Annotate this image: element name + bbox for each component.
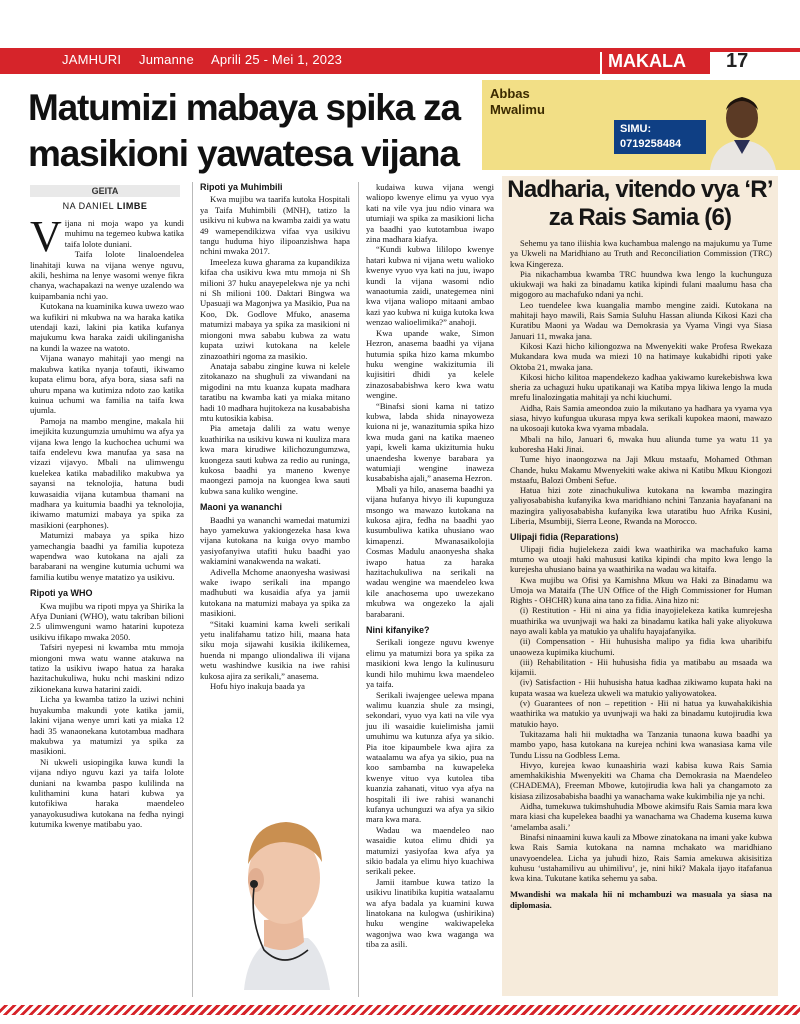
body-paragraph: Anataja sababu zingine kuwa ni kelele zitokanazo na shughuli za viwandani na migodini na mtu kuanza kupata madhara taratibu na kwamba kati ya miaka mitano hadi 10 madhara hujitokeza na kusababisha mtu kutosikia kabisa. [200,360,350,423]
body-paragraph: Tafsiri nyepesi ni kwamba mtu mmoja miongoni mwa watu wanne atakuwa na tatizo la usikivu iwapo hatua za haraka hazitachukuliwa, huku nchi maskini ndizo zikionekana kuwa hatarini zaidi. [30,642,184,694]
phone-number: 0719258484 [620,138,682,150]
column-divider [192,182,193,997]
body-paragraph: “Binafsi sioni kama ni tatizo kubwa, labda shida ninayoweza kuiona ni je, wanazitumia spika hizo kwa muda gani na katika maeneo yapi, kweli kama ukizitumia huku unaendesha kwenye barabara ya watumiaji wengine inaweza kusababisha ajali,” anasema Hezron. [366,400,494,484]
sidebar-paragraph: Sehemu ya tano iliishia kwa kuchambua malengo na majukumu ya Tume ya Ukweli na Maridhiano au Truth and Reconciliation Commission (TRC) kwa Kingereza. [510,238,772,269]
sidebar-paragraph: Kikosi hicho kilitoa mapendekezo kadhaa yakiwamo kurekebishwa kwa sheria za uchaguzi huku upatikanaji wa Katiba mpya likiwa lengo la muda mrefu linalozingatia mahitaji ya nchi kiuchumi. [510,371,772,403]
sidebar-paragraph: (i) Restitution - Hii ni aina ya fidia inayojielekeza katika kumrejesha muathirika wa uvunjwaji wa haki za binadamu katika hali yake aliyokuwa nayo awali kabla ya matukio ya uhalifu hayajafanyika. [510,605,772,636]
author-signoff: Mwandishi wa makala hii ni mchambuzi wa masuala ya siasa na diplomasia. [510,889,772,910]
body-paragraph: Serikali iwajengee uelewa mpana walimu kuanzia shule za msingi, sekondari, vyuo vya kati na vile vya juu ili wasaidie kuielimisha jamii umuhimu wa kutunza afya ya sikio. Pia itoe kipaumbele kwa ajira za wataalamu wa afya ya sikio, pua na koo sambamba na kuwapeleka kwenye vituo vya kutolea tiba kuanzia zahanati, vituo vya afya na hospitali ili iwe rahisi wananchi kufanya uchunguzi wa afya ya sikio mara kwa mara. [366,689,494,825]
paper-name: JAMHURI [62,52,122,67]
columnist-name [490,86,545,118]
body-paragraph: Serikali iongeze nguvu kwenye elimu ya matumizi bora ya spika za masikioni kwa lengo la kulinusuru kundi hilo muhimu kwa maendeleo ya taifa. [366,637,494,690]
sidebar-body [510,238,772,910]
sidebar-subheading: Ulipaji fidia (Reparations) [510,532,619,543]
sidebar-paragraph: (iv) Satisfaction - Hii huhusisha hatua kadhaa zikiwamo kupata haki na kupata wasaa wa kueleza ukweli wa matukio yaliyowatokea. [510,677,772,698]
sidebar-paragraph: (v) Guarantees of non – repetition - Hii ni hatua ya kuwahakikishia waathirika wa matukio ya uvunjwaji wa haki za binadamu kutojirudia kwa matukio hayo. [510,698,772,729]
issue-dates: Aprili 25 - Mei 1, 2023 [211,52,343,67]
body-paragraph: Kwa mujibu wa taarifa kutoka Hospitali ya Taifa Muhimbili (MNH), tatizo la usikivu ni kubwa na kwamba zaidi ya watu 49 wamependikizwa vifaa vya usikivu tangu huduma hiyo ilipoanzishwa hapa nchini mwaka 2017. [200,194,350,257]
body-paragraph: Vijana wanayo mahitaji yao mengi na makubwa katika nyanja tofauti, ikiwamo kupata elimu bora, afya bora, siasa safi na uhuru mpana wa kutimiza ndoto zao katika kuinua uchumi wa familia na taifa kwa ujumla. [30,353,184,416]
article-byline [30,201,180,211]
body-paragraph: Baadhi ya wananchi wamedai matumizi hayo yamekuwa yakiongezeka hasa kwa vijana kutokana na kuiga ovyo mambo yasiyofanyiwa utafiti huku baadhi yao wakiamini wanakwenda na wakati. [200,514,350,567]
issue-day: Jumanne [139,52,194,67]
sidebar-paragraph: Kwa mujibu wa Ofisi ya Kamishna Mkuu wa Haki za Binadamu wa Umoja wa Mataifa (The UN Office of the High Commissioner for Human Rights - OHCHR) kuna aina tano za fidia. Aina hizo ni: [510,574,772,606]
article-column-1 [30,212,184,830]
body-paragraph: Taifa lolote linaloendelea linahitaji kuwa na vijana wenye nguvu, akili, heshima na lenye wasomi wenye fikra chanya, wachapakazi na wenye uzalendo wa kuipambania nchi yao. [30,249,184,301]
body-paragraph: Licha ya kwamba tatizo la uziwi nchini huyakumba makundi yote katika jamii, lakini vijana wenye umri kati ya miaka 12 hadi 35 wanaonekana kutotambua madhara makubwa ya matumizi ya spika za masikioni. [30,694,184,757]
subheading-maoni: Maoni ya wananchi [200,502,283,513]
columnist-portrait [690,84,790,170]
sidebar-paragraph: (iii) Rehabilitation - Hii huhusisha fidia ya matibabu au msaada wa kijamii. [510,656,772,678]
article-headline: Matumizi mabaya spika za masikioni yawatesa vijana [28,87,460,174]
sidebar-paragraph: (ii) Compensation - Hii huhusisha malipo ya fidia kwa uharibifu unaoweza kupimika kiuchumi. [510,636,772,657]
columnist-last-name: Mwalimu [490,102,545,117]
sidebar-paragraph: Kikosi Kazi hicho kiliongozwa na Mwenyekiti wake Profesa Rwekaza Mukandara kwa muda wa miezi 10 na hatimaye kukabidhi ripoti yake Oktoba 21, mwaka jana. [510,340,772,372]
byline-prefix: NA DANIEL [62,201,114,211]
subheading-muhimbili: Ripoti ya Muhimbili [200,182,283,192]
sidebar-paragraph: Tume hiyo inaongozwa na Jaji Mkuu mstaafu, Mohamed Othman Chande, huku Makamu Mwenyekiti wake akiwa ni Katibu Mkuu Kiongozi mstaafu, Balozi Ombeni Sefue. [510,454,772,485]
sidebar-paragraph: Ulipaji fidia hujielekeza zaidi kwa waathirika wa machafuko kama mtumo wa utoaji haki mahususi katika kipindi cha mpito kwa lengo la kurejesha uhusiano baina ya waathirika na wadau wa kitaifa. [510,543,772,575]
body-paragraph: “Sitaki kuamini kama kweli serikali yetu inalifahamu tatizo hili, maana hata siku moja sijawahi kusikia ikilikemea, huenda ni mpango uliondaliwa ili vijana wetu washindwe kusikia na iwe rahisi kukosa ajira za serikali,” anasema. [200,618,350,681]
lead-paragraph [30,212,184,261]
sidebar-paragraph: Hatua hizi zote zinachukuliwa kutokana na kwamba mazingira yaliyosababisha kufanyika kwa maridhiano nchini Tanzania hayafanani na mazingira yaliyosababisha kufanyika kwa utaratibu huo Afrika Kusini, Liberia, Msumbiji, Sierra Leone, Rwanda na Morocco. [510,485,772,527]
bottom-stripe-border [0,1005,800,1015]
article-column-3 [366,182,494,950]
sidebar-paragraph: Pia nikachambua kwamba TRC huundwa kwa lengo la kuchunguza ukiukwaji wa haki za binadamu katika kipindi fulani maalumu hasa cha migogoro au machafuko ndani ya nchi. [510,268,772,300]
body-paragraph: Imeeleza kuwa gharama za kupandikiza kifaa cha usikivu kwa mtu mmoja ni Sh milioni 37 huku anayepelekwa nje ya nchi ni Sh milioni 100. Daktari Bingwa wa Upasuaji wa Magonjwa ya Masikio, Pua na Koo, Dk. Godlove Mfuko, anasema matumizi mabaya ya spika za masikioni ni miongoni mwa sababu kubwa za watu kupata uziwi kutokana na kelele zinazoathiri ngoma za masikio. [200,256,350,361]
sidebar-paragraph: Mbali na hilo, Januari 6, mwaka huu aliunda tume ya watu 11 ya kuboresha Haki Jinai. [510,433,772,454]
body-paragraph: Adivella Mchome anaonyesha wasiwasi wake iwapo serikali ina mpango madhubuti wa kusaidia afya ya jamii kutokana na matumizi mabaya ya spika za masikioni. [200,566,350,619]
article-column-2 [200,182,350,692]
body-paragraph: Jamii itambue kuwa tatizo la usikivu linatibika kupitia wataalamu wa afya badala ya kuamini kuwa linatokana na kulogwa (ushirikina) huku wengine wakiwapeleka wagonjwa wao kwa waganga wa tiba za asili. [366,876,494,950]
body-paragraph: “Kundi kubwa lililopo kwenye hatari kubwa ni vijana wetu walioko kwenye vyuo vya kati na juu, iwapo kundi la vijana wasomi ndio wanaotumia zaidi, unategemea nini kwa vijana waliopo mitaani ambao kazi yao kubwa ni kuiga kutoka kwa wenzao walioelimika?” anahoji. [366,244,494,328]
lead-text: ijana ni moja wapo ya kundi muhimu na tegemeo kubwa katika taifa lolote duniani. [64,218,184,249]
sidebar-paragraph: Aidha, Rais Samia ameondoa zuio la mikutano ya hadhara ya vyama vya siasa, hivyo kufungua ukurasa mpya kwa serikali kupokea maoni, mawazo na ukosoaji kutoka kwa vyama mbadala. [510,402,772,434]
sidebar-paragraph: Hivyo, kurejea kwao kunaashiria wazi kabisa kuwa Rais Samia amemhakikishia Mwenyekiti wa Chama cha Demokrasia na Maendeleo (CHADEMA), Freeman Mbowe, kutojirudia kwa hali ya changamoto za kisiasa zilizosababisha baadhi ya wanachama wake kukimbilia nje ya nchi. [510,759,772,801]
byline-name: LIMBE [116,201,148,211]
subheading-who: Ripoti ya WHO [30,588,93,599]
phone-label: SIMU: [620,123,652,135]
header-info [62,52,356,67]
body-paragraph: Kwa mujibu wa ripoti mpya ya Shirika la Afya Duniani (WHO), watu takriban bilioni 2.5 ulimwenguni wamo hatarini kupoteza usikivu ifikapo mwaka 2050. [30,600,184,642]
body-paragraph: kudaiwa kuwa vijana wengi waliopo kwenye elimu ya vyuo vya kati na vile vya juu ndio vinara wa utumiaji wa spika za masikioni licha ya baadhi yao kutotambua iwapo zina madhara kiafya. [366,182,494,245]
earphones-photo [204,800,354,990]
body-paragraph: Kutokana na kuaminika kuwa uwezo wao wa kufikiri ni mkubwa na wa haraka katika utendaji kazi, lakini pia katika kufanya majukumu kwa haraka zaidi ukilinganisha na kundi la wazee na watoto. [30,301,184,353]
body-paragraph: Matumizi mabaya ya spika hizo yamechangia baadhi ya familia kupoteza wapendwa wao kutokana na ajali za barabarani na wengine kutumia uchumi wa familia kutibu wenye matatizo ya usikivu. [30,530,184,582]
sidebar-paragraph: Aidha, tumekuwa tukimshuhudia Mbowe akimsifu Rais Samia mara kwa mara kiasi cha kupelekea baadhi ya wanachama wa Chadema kusema kuwa ‘amelamba asali.’ [510,801,772,832]
sidebar-paragraph: Tukitazama hali hii muktadha wa Tanzania tunaona kuwa baadhi ya mambo yapo, hasa kutokana na kurejea nchini kwa wanasiasa kama vile Tundu Lissu na Godbless Lema. [510,728,772,760]
page-number: 17 [726,50,749,72]
drop-cap: V [30,212,62,261]
body-paragraph: Mbali ya hilo, anasema baadhi ya vijana hufanya hivyo ili kupunguza msongo wa mawazo kutokana na kukosa ajira, fedha na baadhi yao kusumbuliwa katika uhusiano wao kimapenzi. Mwanasaikolojia Cosmas Madulu anaonyesha shaka iwapo hatua za haraka hazitachukuliwa na serikali na wadau wengine wa maendeleo kwa kile anachosema upo uwezekano mkubwa wa ongezeko la ajali barabarani. [366,483,494,619]
page-header [0,0,800,82]
sidebar-paragraph: Leo tuendelee kwa kuangalia mambo mengine zaidi. Kutokana na mahitaji hayo mawili, Rais Samia Suluhu Hassan aliunda Kikosi Kazi cha Kuratibu Maoni ya Wadau wa Demokrasia ya Vyama Vingi vya Siasa Januari 11, mwaka jana. [510,299,772,341]
body-paragraph: Ni ukweli usiopingika kuwa kundi la vijana ndiyo nguvu kazi ya taifa lolote duniani na kwamba paspo kulilinda na kulithamini kuna hatari kubwa ya kutofikiwa haraka maendeleo yanayokusudiwa kutokana na fedha nyingi kutumika kwenye matibabu yao. [30,756,184,830]
dateline-location: GEITA [30,185,180,197]
sidebar-title: Nadharia, vitendo vya ‘R’ za Rais Samia (6) [507,176,773,231]
sidebar-paragraph: Binafsi ninaamini kuwa kauli za Mbowe zinatokana na imani yake kubwa kwa Rais Samia kutokana na namna mchakato wa maridhiano unavyoendelea. Licha ya juhudi hizo, Rais Samia amekuwa akisisitiza kuhusu ‘ustahamilivu au uhimilivu’, je, nini hiki? Makala ijayo itafafanua kwa kina. Tukutane katika sehemu ya saba. [510,831,772,884]
body-paragraph: Hofu hiyo inakuja baada ya [210,681,305,692]
columnist-first-name: Abbas [490,86,530,101]
subheading-nini: Nini kifanyike? [366,625,430,636]
section-name: MAKALA [602,48,710,74]
body-paragraph: Pia ametaja dalili za watu wenye kuathirika na usikivu kuwa ni kuuliza mara kwa mara kirudiwe kilichozungumzwa, kuongeza sauti kubwa za redio au runinga, kukosa baadhi ya maneno kwenye maongezi pamoja na kuongea kwa sauti kubwa sana kuliko wengine. [200,423,350,496]
column-divider [358,182,359,997]
body-paragraph: Wadau wa maendeleo nao wasaidie kutoa elimu dhidi ya matumizi yasiyofaa kwa afya ya sikio badala ya elimu hiyo kuachiwa serikali pekee. [366,824,494,877]
body-paragraph: Pamoja na mambo mengine, makala hii imejikita kuzungumzia umuhimu wa afya ya vijana kwa lengo la kuchochea uchumi wa taifa endelevu kwa manufaa ya sasa na vizazi vijavyo. Mbali na ulimwengu kuelekea katika mabadiliko makubwa ya sayansi na teknolojia, hatuna budi kuwasaidia vijana kutambua thamani na madhara ya kuitumia baadhi ya teknolojia, ikiwamo matumizi mabaya ya spika za masikioni (earphones). [30,415,184,530]
body-paragraph: Kwa upande wake, Simon Hezron, anasema baadhi ya vijana hutumia spika hizo kama mkumbo huku wengine wakizitumia ili kujisitiri dhidi ya kelele zinazosababishwa kero kwa watu wengine. [366,327,494,401]
